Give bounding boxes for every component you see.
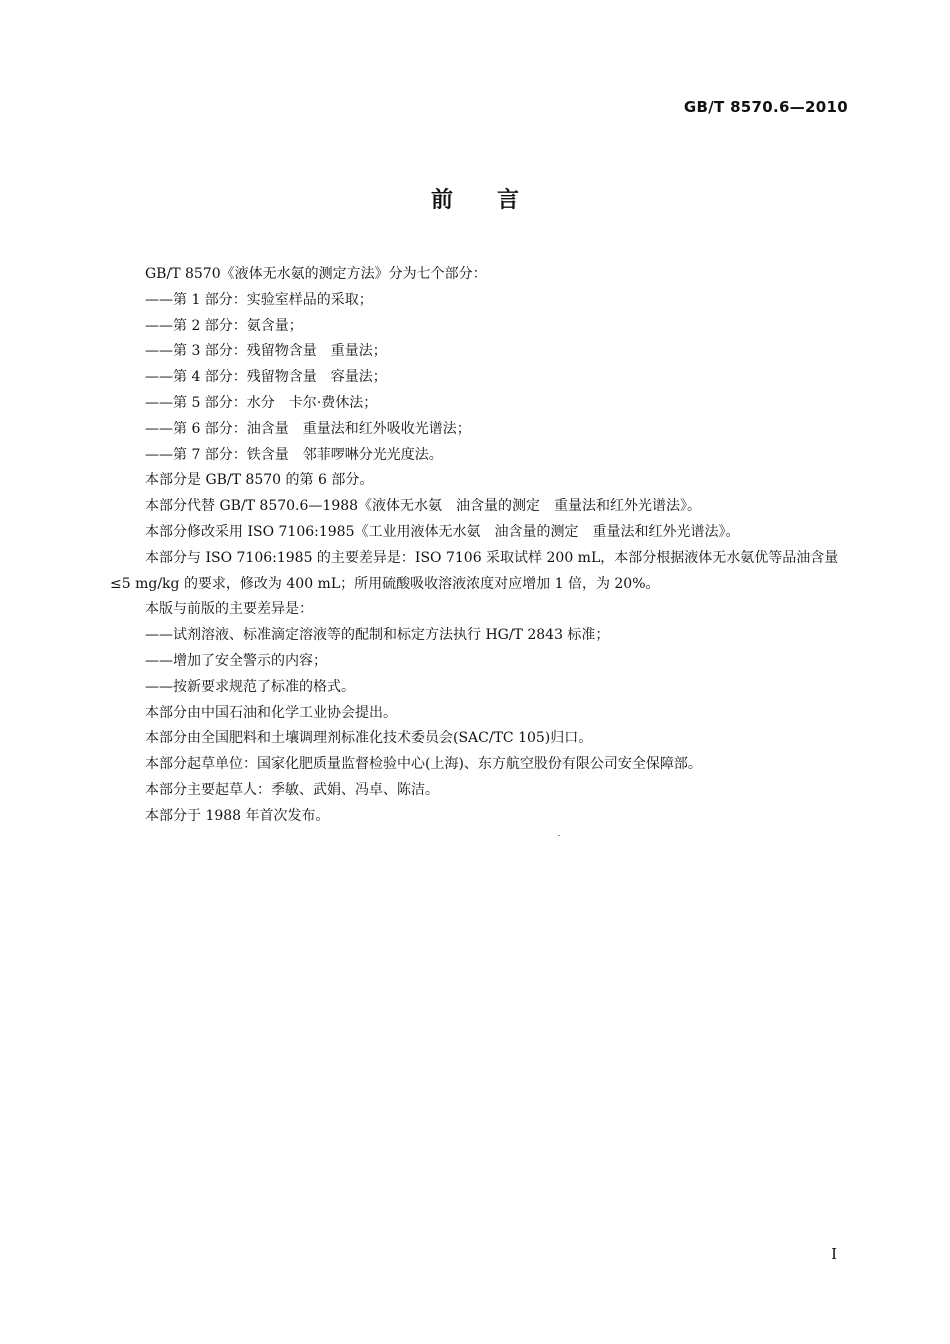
- paragraph: 本部分由全国肥料和土壤调理剂标准化技术委员会(SAC/TC 105)归口。: [145, 730, 593, 747]
- paragraph: 本部分修改采用 ISO 7106:1985《工业用液体无水氨 油含量的测定 重量法和红外光谱法》。: [145, 523, 740, 540]
- list-item: ——增加了安全警示的内容；: [145, 652, 327, 669]
- list-item: ——第 5 部分：水分 卡尔·费休法；: [145, 394, 378, 411]
- list-item: ——第 4 部分：残留物含量 容量法；: [145, 369, 387, 386]
- paragraph: 本版与前版的主要差异是：: [145, 601, 313, 618]
- page-number: I: [831, 1245, 837, 1263]
- list-item: ——试剂溶液、标准滴定溶液等的配制和标定方法执行 HG/T 2843 标准；: [145, 627, 610, 644]
- list-item: ——按新要求规范了标准的格式。: [145, 678, 355, 695]
- paragraph: 本部分于 1988 年首次发布。: [145, 807, 330, 824]
- scan-speck: [558, 835, 560, 836]
- list-item: ——第 6 部分：油含量 重量法和红外吸收光谱法；: [145, 420, 471, 437]
- paragraph: 本部分起草单位：国家化肥质量监督检验中心(上海)、东方航空股份有限公司安全保障部。: [145, 756, 702, 773]
- paragraph: 本部分是 GB/T 8570 的第 6 部分。: [145, 472, 374, 489]
- list-item: ——第 2 部分：氨含量；: [145, 317, 303, 334]
- paragraph: 本部分由中国石油和化学工业协会提出。: [145, 704, 397, 721]
- standard-number: GB/T 8570.6—2010: [683, 98, 848, 116]
- list-item: ——第 7 部分：铁含量 邻菲啰啉分光光度法。: [145, 446, 443, 463]
- paragraph: 本部分代替 GB/T 8570.6—1988《液体无水氨 油含量的测定 重量法和红外光谱法》。: [145, 498, 702, 515]
- paragraph: GB/T 8570《液体无水氨的测定方法》分为七个部分：: [145, 266, 487, 282]
- list-item: ——第 1 部分：实验室样品的采取；: [145, 291, 373, 308]
- paragraph: 本部分主要起草人：季敏、武娟、冯卓、陈洁。: [145, 781, 439, 798]
- paragraph: 本部分与 ISO 7106:1985 的主要差异是：ISO 7106 采取试样 200 mL，本部分根据液体无水氨优等品油含量≤5 mg/kg 的要求，修改为 400 mL；所用硫酸吸收溶液浓度对应增加 1 倍，为 20%。: [110, 549, 839, 592]
- page-title: 前言: [430, 188, 563, 213]
- document-body: [110, 262, 850, 830]
- list-item: ——第 3 部分：残留物含量 重量法；: [145, 343, 387, 360]
